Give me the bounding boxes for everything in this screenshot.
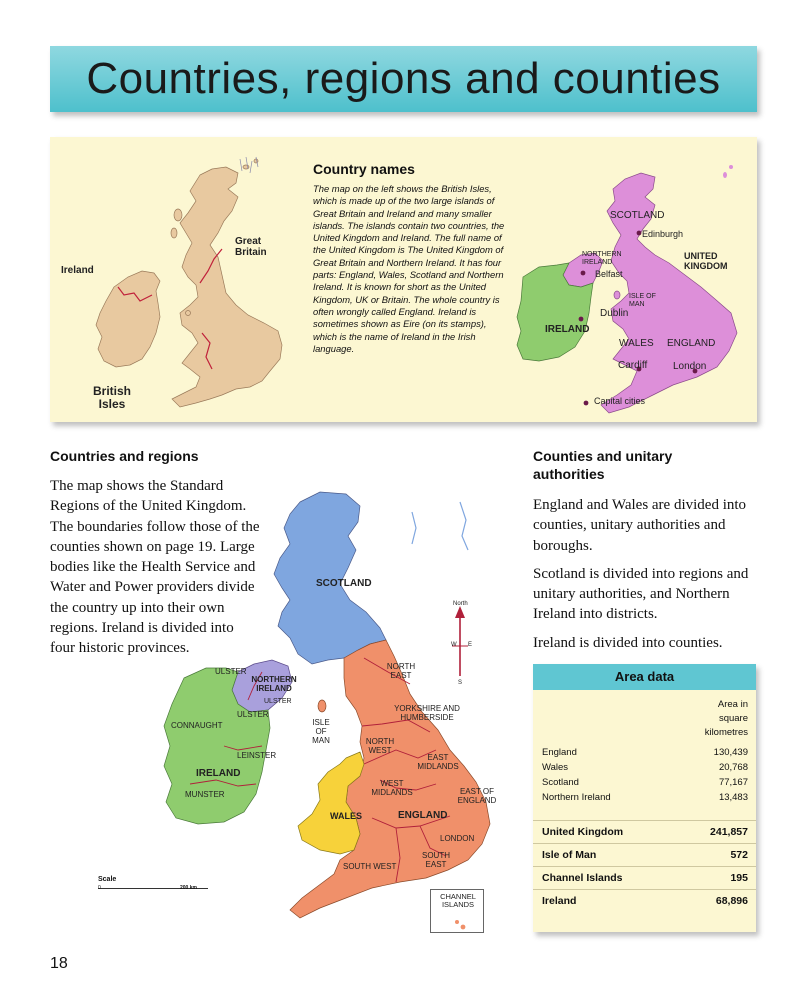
- label-belfast: Belfast: [595, 269, 623, 279]
- uk-capitals-map: [513, 137, 757, 422]
- label-scotland: SCOTLAND: [610, 210, 665, 221]
- area-row-name: England: [542, 747, 577, 758]
- regions-label-wales: WALES: [330, 811, 363, 821]
- area-total-value: 241,857: [710, 826, 748, 838]
- label-wales: WALES: [619, 338, 654, 349]
- area-unit-label: Area in square kilometres: [704, 699, 748, 738]
- regions-label-ulster-ni: ULSTER: [264, 698, 292, 705]
- label-dublin: Dublin: [600, 308, 629, 319]
- area-data-panel: [533, 664, 756, 932]
- page-number: 18: [50, 955, 68, 972]
- country-names-heading: Country names: [313, 161, 415, 177]
- regions-label-east-of-england: EAST OF ENGLAND: [457, 787, 497, 805]
- area-totals: [533, 820, 756, 912]
- area-total-value: 195: [730, 872, 748, 884]
- compass-e: E: [468, 642, 473, 648]
- area-total-name: Ireland: [542, 895, 577, 907]
- regions-label-yorkshire: YORKSHIRE AND HUMBERSIDE: [394, 704, 460, 722]
- area-row-name: Wales: [542, 762, 569, 773]
- country-names-text: [313, 161, 513, 355]
- regions-label-northern-ireland: NORTHERN IRELAND: [251, 675, 297, 693]
- area-rows: [542, 745, 748, 805]
- legend-capital-cities: Capital cities: [594, 396, 646, 406]
- area-row: [542, 775, 748, 790]
- compass-w: W: [451, 642, 457, 648]
- regions-label-connaught: CONNAUGHT: [171, 721, 223, 730]
- regions-label-scotland: SCOTLAND: [316, 578, 372, 589]
- regions-label-east-midlands: EAST MIDLANDS: [417, 753, 459, 771]
- area-total-value: 68,896: [715, 895, 748, 907]
- country-names-panel: [50, 137, 757, 422]
- area-total-row: [533, 843, 756, 866]
- area-row-name: Scotland: [542, 777, 579, 788]
- area-total-name: Isle of Man: [542, 849, 597, 861]
- channel-islands-inset: [430, 889, 484, 933]
- label-great-britain: Great Britain: [235, 236, 267, 258]
- area-row: [542, 760, 748, 775]
- regions-label-ulster-mid: ULSTER: [237, 710, 269, 719]
- regions-map: [150, 488, 530, 938]
- area-row: [542, 790, 748, 805]
- regions-label-ulster-top: ULSTER: [215, 667, 247, 676]
- countries-regions-heading: Countries and regions: [50, 448, 199, 464]
- label-edinburgh: Edinburgh: [642, 229, 684, 239]
- compass-north: North: [453, 601, 468, 607]
- compass: [452, 606, 468, 676]
- regions-label-channel-islands: CHANNEL ISLANDS: [440, 892, 476, 910]
- compass-s: S: [458, 680, 463, 686]
- area-total-name: United Kingdom: [542, 826, 624, 838]
- label-northern-ireland: NORTHERN IRELAND: [582, 251, 622, 266]
- regions-label-ireland: IRELAND: [196, 768, 241, 779]
- label-england: ENGLAND: [667, 338, 716, 349]
- regions-label-munster: MUNSTER: [185, 790, 225, 799]
- label-london: London: [673, 361, 707, 372]
- british-isles-map: [50, 137, 313, 422]
- area-row-value: 20,768: [718, 762, 748, 773]
- area-row: [542, 745, 748, 760]
- regions-label-west-midlands: WEST MIDLANDS: [371, 779, 413, 797]
- area-row-value: 77,167: [718, 777, 748, 788]
- area-data-heading: Area data: [533, 664, 756, 690]
- regions-label-south-east: SOUTH EAST: [422, 851, 450, 869]
- scale-max: 200 km: [180, 885, 197, 891]
- label-united-kingdom: UNITED KINGDOM: [684, 251, 728, 271]
- area-row-value: 130,439: [713, 747, 748, 758]
- scale-zero: 0: [98, 885, 101, 891]
- area-total-name: Channel Islands: [542, 872, 623, 884]
- counties-paragraph-1: England and Wales are divided into counties, unitary authorities and boroughs.: [533, 497, 747, 554]
- channel-islands-shape: [451, 918, 471, 932]
- label-ireland: IRELAND: [545, 324, 590, 335]
- area-total-row: [533, 889, 756, 912]
- label-cardiff: Cardiff: [618, 360, 648, 371]
- area-row-name: Northern Ireland: [542, 792, 611, 803]
- regions-label-north-east: NORTH EAST: [386, 662, 416, 680]
- counties-heading: Counties and unitary authorities: [533, 448, 673, 482]
- counties-paragraph-3: Ireland is divided into counties.: [533, 634, 723, 651]
- area-total-value: 572: [730, 849, 748, 861]
- label-british-isles: British Isles: [92, 384, 131, 412]
- country-names-body: The map on the left shows the British Isles, which is made up of the two large islands of Great Britain and Ireland and many smaller islands. The islands contain two countries, the United Kingdom and Ireland. The full name of the United Kingdom is The United Kingdom of Great Britain and Northern Ireland. It has four parts: England, Wales, Scotland and Northern Ireland. It is known for short as the United Kingdom, UK or Britain. The whole country is often wrongly called England. Ireland is sometimes shown as Eire (on its stamps), which is the name of Ireland in the Irish language.: [313, 183, 505, 354]
- label-ireland-isles: Ireland: [61, 265, 94, 276]
- regions-label-isle-of-man: ISLE OF MAN: [312, 718, 330, 745]
- regions-label-leinster: LEINSTER: [237, 751, 277, 760]
- regions-label-england: ENGLAND: [398, 810, 448, 821]
- regions-label-london: LONDON: [440, 834, 475, 843]
- regions-label-north-west: NORTH WEST: [365, 737, 395, 755]
- label-isle-of-man: ISLE OF MAN: [629, 293, 656, 308]
- regions-label-south-west: SOUTH WEST: [343, 862, 397, 871]
- area-total-row: [533, 820, 756, 843]
- page-title: Countries, regions and counties: [86, 54, 721, 103]
- area-row-value: 13,483: [718, 792, 748, 803]
- area-total-row: [533, 866, 756, 889]
- countries-regions-text: The map shows the Standard Regions of the United Kingdom. The boundaries follow those of the counties shown on page 19. Large bodies like the Health Service and Water and Power providers divide the country up into their own regions. Ireland is divided into four historic provinces.: [50, 478, 260, 657]
- counties-paragraph-2: Scotland is divided into regions and unitary authorities, and Northern Ireland into districts.: [533, 565, 749, 623]
- counties-body: [533, 495, 758, 661]
- scale-label: Scale: [98, 876, 117, 883]
- title-banner: [50, 46, 757, 112]
